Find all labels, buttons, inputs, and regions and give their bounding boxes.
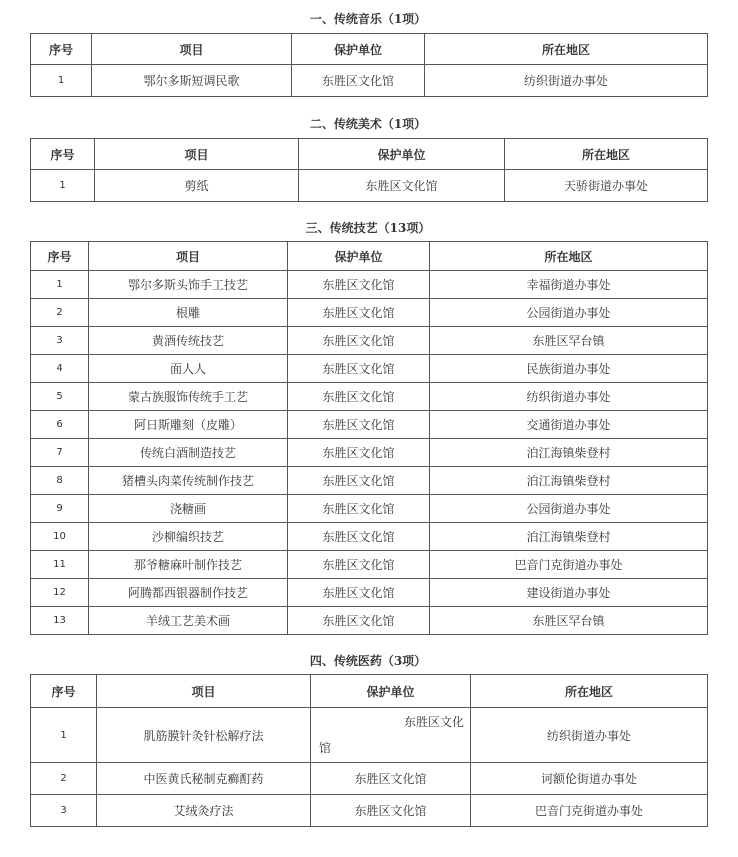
table-row [31,439,708,467]
cell-seq: 4 [31,355,89,383]
cell-unit: 东胜区文化馆 [288,271,430,299]
cell-unit-line1: 东胜区文化 [403,715,464,729]
header-item: 项目 [97,675,311,708]
cell-item: 肌筋膜针灸针松解疗法 [97,708,311,763]
cell-unit: 东胜区文化馆 [288,327,430,355]
header-unit: 保护单位 [311,675,471,708]
table-row [31,579,708,607]
table-row [31,170,708,202]
cell-region: 公园街道办事处 [430,495,708,523]
table-header-row [31,675,708,708]
cell-seq: 10 [31,523,89,551]
table-row [31,708,708,763]
cell-seq: 5 [31,383,89,411]
cell-region: 泊江海镇柴登村 [430,523,708,551]
header-unit: 保护单位 [288,242,430,271]
cell-region: 巴音门克街道办事处 [430,551,708,579]
cell-region: 诃额伦街道办事处 [471,763,708,795]
cell-seq: 13 [31,607,89,635]
table-music [30,33,708,97]
cell-unit: 东胜区文化馆 [299,170,505,202]
table-row [31,271,708,299]
cell-item: 鄂尔多斯短调民歌 [92,65,292,97]
cell-unit: 东胜区文化馆 [288,467,430,495]
cell-seq: 11 [31,551,89,579]
table-header-row [31,242,708,271]
cell-region: 泊江海镇柴登村 [430,439,708,467]
table-row [31,607,708,635]
cell-region: 公园街道办事处 [430,299,708,327]
cell-seq: 9 [31,495,89,523]
header-item: 项目 [89,242,288,271]
cell-item: 艾绒灸疗法 [97,795,311,827]
header-item: 项目 [92,34,292,65]
table-row [31,467,708,495]
cell-seq: 6 [31,411,89,439]
header-region: 所在地区 [505,139,708,170]
cell-seq: 1 [31,271,89,299]
cell-unit: 东胜区文化馆 [311,795,471,827]
table-row [31,65,708,97]
cell-seq: 2 [31,299,89,327]
cell-item: 阿日斯雕刻（皮雕） [89,411,288,439]
cell-unit: 东胜区文化馆 [288,495,430,523]
table-row [31,551,708,579]
table-row [31,495,708,523]
cell-unit: 东胜区文化馆 [288,355,430,383]
section-title-craft: 三、传统技艺（13项） [305,221,431,235]
cell-region: 幸福街道办事处 [430,271,708,299]
header-region: 所在地区 [425,34,708,65]
cell-region: 东胜区罕台镇 [430,327,708,355]
header-seq: 序号 [31,139,95,170]
cell-item: 中医黄氏秘制克癣酊药 [97,763,311,795]
cell-region: 东胜区罕台镇 [430,607,708,635]
cell-unit-line2: 馆 [319,741,332,755]
header-unit: 保护单位 [292,34,425,65]
cell-item: 剪纸 [95,170,299,202]
cell-unit: 东胜区文化馆 [288,551,430,579]
header-seq: 序号 [31,675,97,708]
header-item: 项目 [95,139,299,170]
table-medicine [30,674,708,827]
cell-item: 羊绒工艺美术画 [89,607,288,635]
cell-unit: 东胜区文化馆 [288,607,430,635]
header-region: 所在地区 [471,675,708,708]
cell-item: 传统白酒制造技艺 [89,439,288,467]
header-region: 所在地区 [430,242,708,271]
cell-region: 纺织街道办事处 [430,383,708,411]
cell-unit: 东胜区文化馆 [288,411,430,439]
header-unit: 保护单位 [299,139,505,170]
table-header-row [31,139,708,170]
cell-seq: 1 [31,170,95,202]
cell-region: 纺织街道办事处 [425,65,708,97]
cell-seq: 1 [31,65,92,97]
table-row [31,327,708,355]
cell-region: 巴音门克街道办事处 [471,795,708,827]
table-row [31,355,708,383]
cell-region: 天骄街道办事处 [505,170,708,202]
cell-region: 泊江海镇柴登村 [430,467,708,495]
cell-unit: 东胜区文化馆 [288,439,430,467]
header-seq: 序号 [31,242,89,271]
cell-unit: 东胜区文化馆 [288,579,430,607]
cell-seq: 2 [31,763,97,795]
cell-seq: 7 [31,439,89,467]
table-row [31,411,708,439]
cell-unit [311,708,471,763]
cell-item: 面人人 [89,355,288,383]
cell-unit: 东胜区文化馆 [288,523,430,551]
table-row [31,383,708,411]
cell-item: 蒙古族服饰传统手工艺 [89,383,288,411]
section-title-art: 二、传统美术（1项） [309,117,427,131]
cell-unit: 东胜区文化馆 [288,383,430,411]
cell-seq: 12 [31,579,89,607]
section-title-medicine: 四、传统医药（3项） [309,654,427,668]
cell-seq: 8 [31,467,89,495]
table-header-row [31,34,708,65]
cell-unit: 东胜区文化馆 [288,299,430,327]
table-row [31,795,708,827]
cell-item: 浇糖画 [89,495,288,523]
header-seq: 序号 [31,34,92,65]
cell-item: 黄酒传统技艺 [89,327,288,355]
cell-region: 建设街道办事处 [430,579,708,607]
cell-unit: 东胜区文化馆 [311,763,471,795]
cell-item: 鄂尔多斯头饰手工技艺 [89,271,288,299]
cell-item: 沙柳编织技艺 [89,523,288,551]
table-row [31,763,708,795]
cell-item: 阿腾都西银器制作技艺 [89,579,288,607]
cell-item: 那爷糖麻叶制作技艺 [89,551,288,579]
table-craft [30,241,708,635]
cell-item: 猪槽头肉菜传统制作技艺 [89,467,288,495]
cell-region: 纺织街道办事处 [471,708,708,763]
section-title-music: 一、传统音乐（1项） [309,12,427,26]
cell-seq: 1 [31,708,97,763]
cell-unit: 东胜区文化馆 [292,65,425,97]
cell-seq: 3 [31,795,97,827]
cell-region: 民族街道办事处 [430,355,708,383]
cell-seq: 3 [31,327,89,355]
cell-region: 交通街道办事处 [430,411,708,439]
table-row [31,299,708,327]
table-row [31,523,708,551]
cell-item: 根雕 [89,299,288,327]
table-art [30,138,708,202]
